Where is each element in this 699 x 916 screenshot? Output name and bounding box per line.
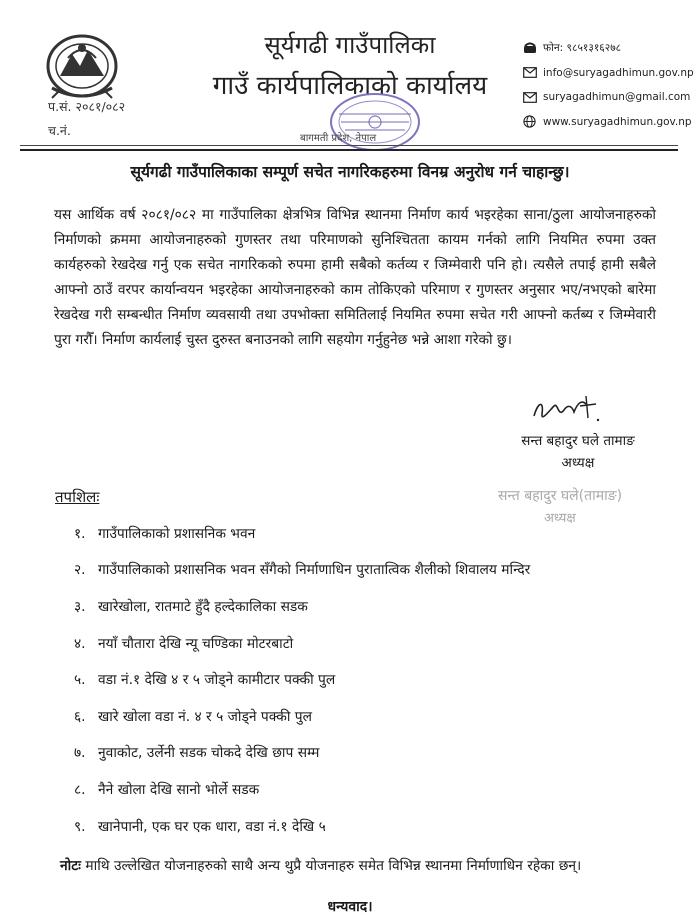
- list-item: ९. खानेपानी, एक घर एक धारा, वडा नं.१ देखि ५: [74, 818, 326, 835]
- contact-phone: [522, 36, 697, 61]
- header-divider: [20, 145, 678, 146]
- municipality-name: सूर्यगढी गाउँपालिका: [264, 31, 436, 59]
- details-heading: तपशिलः: [55, 488, 100, 506]
- contact-email-info-text: info@suryagadhimun.gov.np: [543, 66, 694, 79]
- note-label: नोटः: [60, 858, 81, 874]
- name-stamp-title: अध्यक्ष: [544, 511, 576, 526]
- stamp-address: बागमती प्रदेश, नेपाल: [300, 133, 377, 144]
- footer-note: [60, 856, 660, 875]
- email-icon: [522, 91, 537, 104]
- list-item: ४. नयाँ चौतारा देखि न्यू चण्डिका मोटरबाटो: [74, 635, 294, 652]
- list-item: १. गाउँपालिकाको प्रशासनिक भवन: [74, 525, 256, 542]
- closing-thanks: धन्यवाद।: [327, 899, 373, 915]
- list-item: ७. नुवाकोट, उर्लेनी सडक चोकदे देखि छाप सम्म: [74, 745, 320, 762]
- signer-title: अध्यक्ष: [561, 455, 595, 471]
- contact-email-gmail-text: suryagadhimun@gmail.com: [543, 91, 691, 104]
- contact-website-text: www.suryagadhimun.gov.np: [543, 115, 692, 128]
- reference-number: प.सं. २०८१/०८२: [48, 99, 126, 114]
- office-stamp: [295, 92, 445, 164]
- note-text: माथि उल्लेखित योजनाहरुको साथै अन्य थुप्रै योजनाहरु समेत विभिन्न स्थानमा निर्माणाधिन रहेका छन्।: [85, 858, 582, 874]
- signer-name: सन्त बहादुर घले तामाङ: [521, 433, 635, 449]
- handwritten-signature: [528, 392, 606, 428]
- phone-icon: [522, 42, 537, 55]
- list-item: ५. वडा नं.१ देखि ४ र ५ जोड्ने कामीटार पक्की पुल: [74, 672, 336, 689]
- contact-block: [522, 36, 697, 134]
- list-item: ६. खारे खोला वडा नं. ४ र ५ जोड्ने पक्की पुल: [74, 708, 312, 725]
- emblem-logo: [38, 28, 126, 102]
- dispatch-number: च.नं.: [48, 123, 71, 138]
- header-divider-thick: [20, 149, 678, 151]
- email-icon: [522, 66, 537, 79]
- list-item: ८. नैने खोला देखि सानो भोर्ले सडक: [74, 781, 260, 798]
- letter-subject: सूर्यगढी गाउँपालिकाका सम्पूर्ण सचेत नागरिकहरुमा विनम्र अनुरोध गर्न चाहान्छु।: [130, 163, 570, 181]
- contact-phone-text: फोन: ९८५१३१६२७८: [543, 42, 622, 55]
- list-item: २. गाउँपालिकाको प्रशासनिक भवन सँगैको निर्माणाधिन पुरातात्विक शैलीको शिवालय मन्दिर: [74, 562, 531, 579]
- contact-email-gmail[interactable]: [522, 85, 697, 110]
- list-item: ३. खारेखोला, रातमाटे हुँदै हल्देकालिका सडक: [74, 598, 308, 615]
- office-name: गाउँ कार्यपालिकाको कार्यालय: [212, 71, 488, 101]
- globe-icon: [522, 115, 537, 128]
- contact-website[interactable]: [522, 110, 697, 135]
- project-list: [74, 515, 654, 844]
- contact-email-info[interactable]: [522, 61, 697, 86]
- letter-body: यस आर्थिक वर्ष २०८१/०८२ मा गाउँपालिका क्षेत्रभित्र विभिन्न स्थानमा निर्माण कार्य भइरहेका साना/ठुला आयोजनाहरुको निर्माणको क्रममा आयोजनाहरुको गुणस्तर तथा परिमाणको सुनिश्चितता कायम गर्नको लागि नियमित रुपमा उक्त कार्यहरुको रेखदेख गर्नु एक सचेत नागरिकको रुपमा हामी सबैको कर्तव्य र जिम्मेवारी पनि हो। त्यसैले तपाई हामी सबैले आफ्नो ठाउँ वरपर कार्यान्वयन भइरहेका आयोजनाहरुको काम तोकिएको परिमाण र गुणस्तर अनुसार भए/नभएको बारेमा रेखदेख गरी सम्बन्धीत निर्माण व्यवसायी तथा उपभोक्ता समितिलाई नियमित रुपमा सचेत गरी आफ्नो कर्तब्य र जिम्मेवारी पुरा गरौँ। निर्माण कार्यलाई चुस्त दुरुस्त बनाउनको लागि सहयोग गर्नुहुनेछ भन्ने आशा गरेको छु।: [54, 207, 656, 348]
- name-stamp-line: सन्त बहादुर घले(तामाङ): [498, 488, 623, 504]
